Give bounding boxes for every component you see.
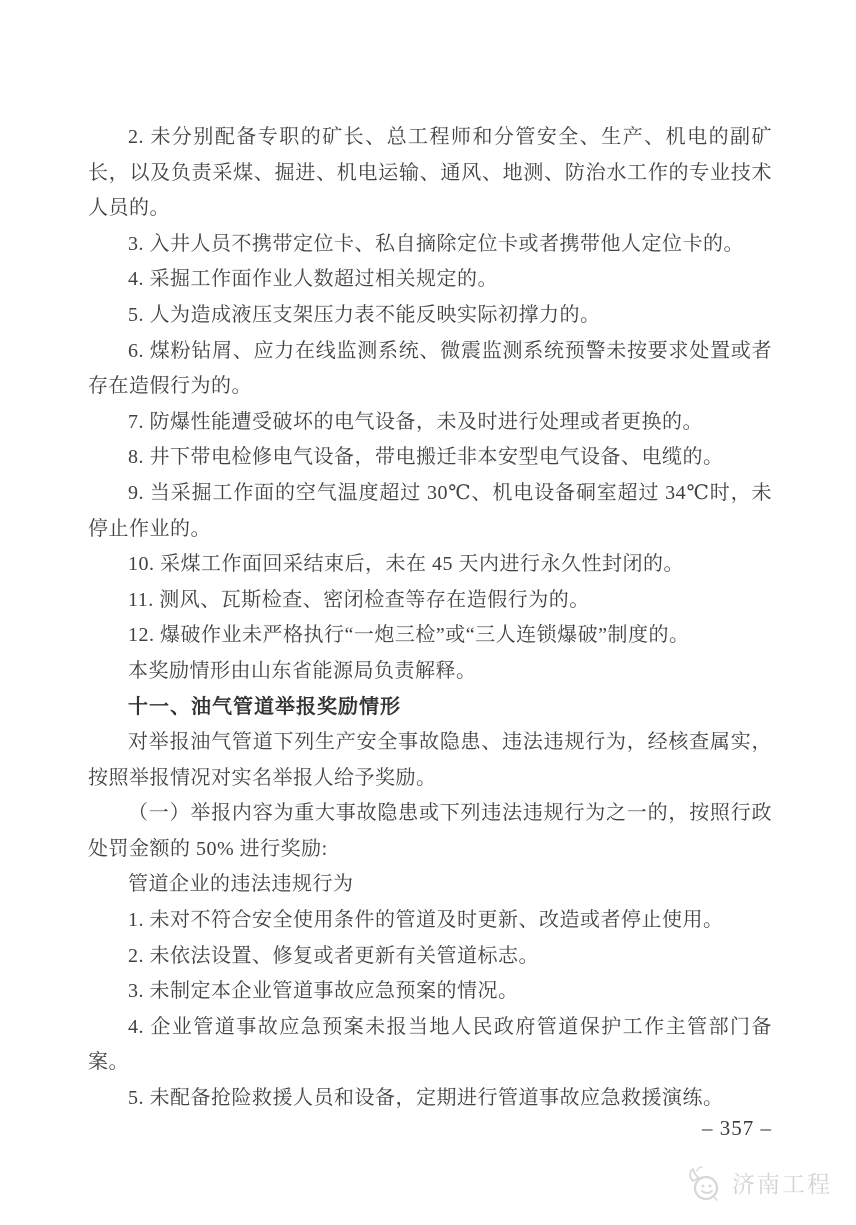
paragraph: 4. 采掘工作面作业人数超过相关规定的。 xyxy=(128,268,498,291)
paragraph: 1. 未对不符合安全使用条件的管道及时更新、改造或者停止使用。 xyxy=(128,909,724,932)
paragraph: 本奖励情形由山东省能源局负责解释。 xyxy=(128,659,477,682)
mascot-logo-icon xyxy=(683,1163,725,1205)
watermark xyxy=(683,1163,832,1205)
paragraph: 3. 未制定本企业管道事故应急预案的情况。 xyxy=(128,980,519,1003)
page-number: – 357 – xyxy=(702,1116,772,1140)
paragraph: （一）举报内容为重大事故隐患或下列违法违规行为之一的，按照行政处罚金额的 50% 进行奖励: xyxy=(88,802,772,860)
section-heading: 十一、油气管道举报奖励情形 xyxy=(128,695,401,718)
paragraph: 4. 企业管道事故应急预案未报当地人民政府管道保护工作主管部门备案。 xyxy=(88,1015,772,1074)
paragraph: 9. 当采掘工作面的空气温度超过 30℃、机电设备硐室超过 34℃时，未停止作业的。 xyxy=(88,481,772,540)
paragraph: 7. 防爆性能遭受破坏的电气设备，未及时进行处理或者更换的。 xyxy=(128,410,703,433)
paragraph: 8. 井下带电检修电气设备，带电搬迁非本安型电气设备、电缆的。 xyxy=(128,446,724,469)
paragraph: 对举报油气管道下列生产安全事故隐患、违法违规行为，经核查属实，按照举报情况对实名举报人给予奖励。 xyxy=(88,731,772,789)
paragraph: 2. 未分别配备专职的矿长、总工程师和分管安全、生产、机电的副矿长，以及负责采煤、掘进、机电运输、通风、地测、防治水工作的专业技术人员的。 xyxy=(88,126,772,220)
paragraph: 5. 人为造成液压支架压力表不能反映实际初撑力的。 xyxy=(128,303,601,326)
watermark-label: 济南工程 xyxy=(732,1170,832,1197)
paragraph: 5. 未配备抢险救援人员和设备，定期进行管道事故应急救援演练。 xyxy=(128,1087,724,1110)
paragraph: 2. 未依法设置、修复或者更新有关管道标志。 xyxy=(128,944,539,967)
paragraph: 管道企业的违法违规行为 xyxy=(128,873,354,896)
paragraph: 10. 采煤工作面回采结束后，未在 45 天内进行永久性封闭的。 xyxy=(128,553,684,576)
document-body xyxy=(88,120,772,1117)
paragraph: 12. 爆破作业未严格执行“一炮三检”或“三人连锁爆破”制度的。 xyxy=(128,624,690,647)
paragraph: 3. 入井人员不携带定位卡、私自摘除定位卡或者携带他人定位卡的。 xyxy=(128,232,744,255)
paragraph: 11. 测风、瓦斯检查、密闭检查等存在造假行为的。 xyxy=(128,588,590,611)
paragraph: 6. 煤粉钻屑、应力在线监测系统、微震监测系统预警未按要求处置或者存在造假行为的。 xyxy=(88,339,772,398)
